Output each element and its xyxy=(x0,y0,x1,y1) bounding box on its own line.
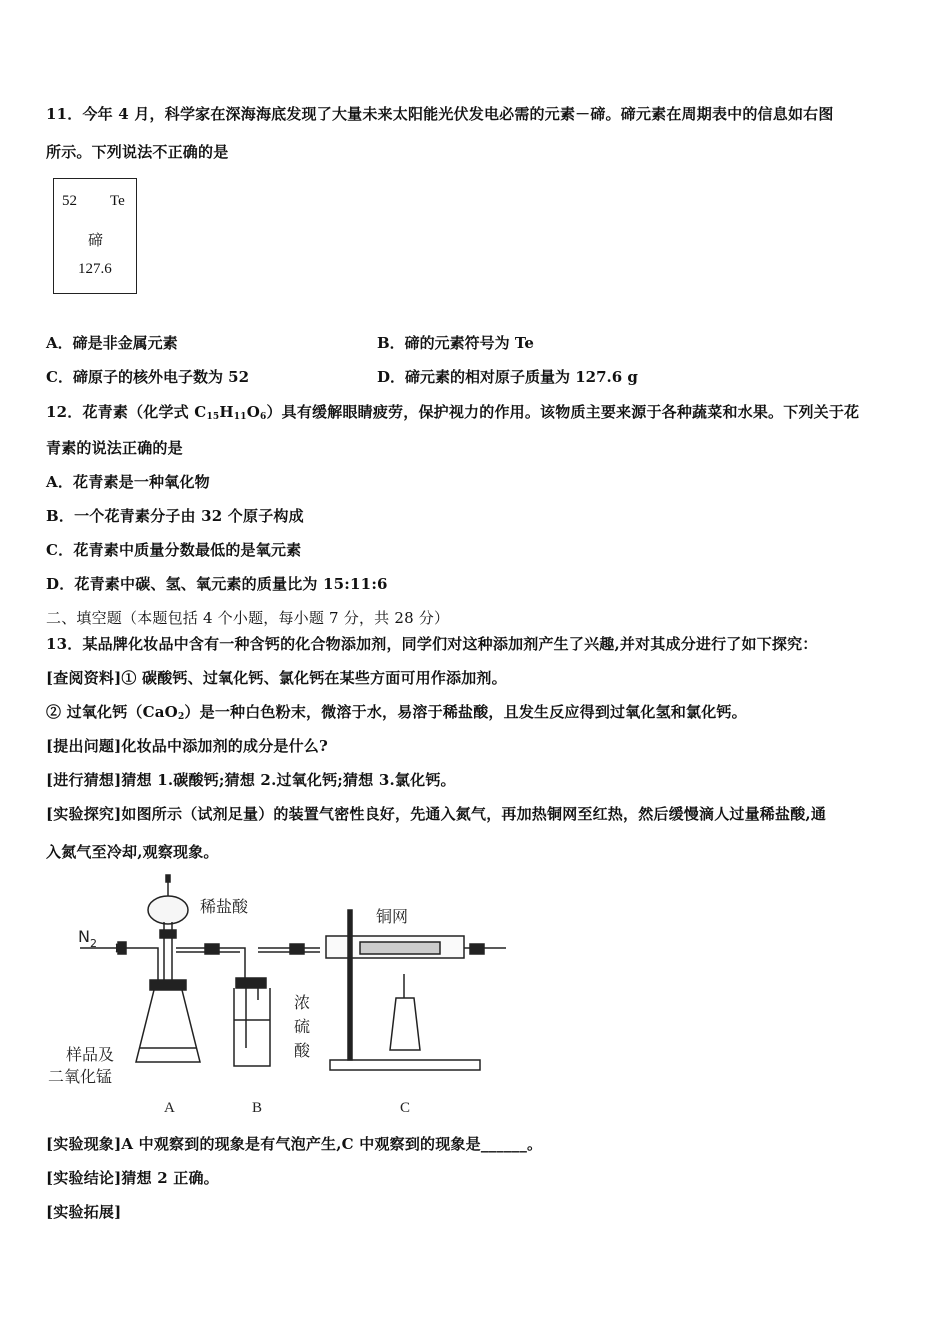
q12-stem-line1: 12．花青素（化学式 $C_{15}H_{11}O_6$）具有缓解眼睛疲劳，保护视力的作用。该物质主要来源于各种蔬菜和水果。下列关于花 xyxy=(46,403,860,422)
apparatus-diagram xyxy=(40,870,520,1120)
q11-stem-line2: 所示。下列说法不正确的是 xyxy=(46,143,229,161)
atomic-mass: 127.6 xyxy=(78,261,112,277)
iron-stand xyxy=(348,910,352,1060)
q13-stem-line10: [实验拓展] xyxy=(46,1203,122,1221)
element-name: 碲 xyxy=(88,233,104,249)
label-conc-3: 酸 xyxy=(294,1041,311,1060)
q12-option-a: A．花青素是一种氧化物 xyxy=(46,473,210,491)
q11-option-c: C．碲原子的核外电子数为 52 xyxy=(46,368,250,386)
copper-mesh xyxy=(360,942,440,954)
q12-option-c: C．花青素中质量分数最低的是氧元素 xyxy=(46,541,302,559)
label-sample-2: 二氧化锰 xyxy=(48,1067,113,1086)
q13-stem-line6: [实验探究]如图所示（试剂足量）的装置气密性良好，先通入氮气，再加热铜网至红热，然后缓慢滴人过量稀盐酸,通 xyxy=(46,805,827,823)
q13-stem-line2: [查阅资料]① 碳酸钙、过氧化钙、氯化钙在某些方面可用作添加剂。 xyxy=(46,669,507,687)
q13-stem-line7: 入氮气至冷却,观察现象。 xyxy=(46,843,219,861)
label-dilute-hcl: 稀盐酸 xyxy=(200,897,249,916)
q13-stem-line4: [提出问题]化妆品中添加剂的成分是什么? xyxy=(46,737,328,755)
q12-option-b: B．一个花青素分子由 32 个原子构成 xyxy=(46,507,304,525)
q11-option-d: D．碲元素的相对原子质量为 127.6 g xyxy=(377,368,638,386)
label-apparatus-b: B xyxy=(252,1100,263,1116)
element-symbol: Te xyxy=(110,193,125,209)
separatory-funnel xyxy=(148,896,188,924)
flask-a xyxy=(136,990,200,1062)
q13-stem-line8: [实验现象]A 中观察到的现象是有气泡产生,C 中观察到的现象是______。 xyxy=(46,1135,543,1153)
label-apparatus-c: C xyxy=(400,1100,411,1116)
q11-option-b: B．碲的元素符号为 Te xyxy=(377,334,534,352)
atomic-number: 52 xyxy=(62,193,77,209)
q11-option-a: A．碲是非金属元素 xyxy=(46,334,178,352)
q13-stem-line1: 13．某品牌化妆品中含有一种含钙的化合物添加剂，同学们对这种添加剂产生了兴趣,并对其成分进行了如下探究： xyxy=(46,635,818,653)
label-apparatus-a: A xyxy=(164,1100,175,1116)
q13-stem-line9: [实验结论]猜想 2 正确。 xyxy=(46,1169,219,1187)
label-n2: $N_2$ xyxy=(78,927,97,950)
q11-stem-line1: 11．今年 4 月，科学家在深海海底发现了大量未来太阳能光伏发电必需的元素－碲。碲元素在周期表中的信息如右图 xyxy=(46,105,834,123)
q12-option-d: D．花青素中碳、氢、氧元素的质量比为 15:11:6 xyxy=(46,575,388,593)
bottle-b xyxy=(234,988,270,1066)
periodic-table-cell xyxy=(53,178,137,294)
stopper-a xyxy=(150,980,186,990)
alcohol-lamp xyxy=(390,998,420,1050)
label-copper-mesh: 铜网 xyxy=(376,907,409,926)
stopper-b xyxy=(236,978,266,988)
stand-base xyxy=(330,1060,480,1070)
q13-stem-line3: ② 过氧化钙（CaO$_2$）是一种白色粉末，微溶于水，易溶于稀盐酸，且发生反应得到过氧化氢和氯化钙。 xyxy=(46,703,747,722)
label-conc-1: 浓 xyxy=(294,993,311,1012)
label-conc-2: 硫 xyxy=(294,1017,311,1036)
q13-stem-line5: [进行猜想]猜想 1.碳酸钙;猜想 2.过氧化钙;猜想 3.氯化钙。 xyxy=(46,771,456,789)
section-heading: 二、填空题（本题包括 4 个小题，每小题 7 分，共 28 分） xyxy=(46,609,450,627)
q12-stem-line2: 青素的说法正确的是 xyxy=(46,439,183,457)
label-sample-1: 样品及 xyxy=(66,1045,115,1064)
